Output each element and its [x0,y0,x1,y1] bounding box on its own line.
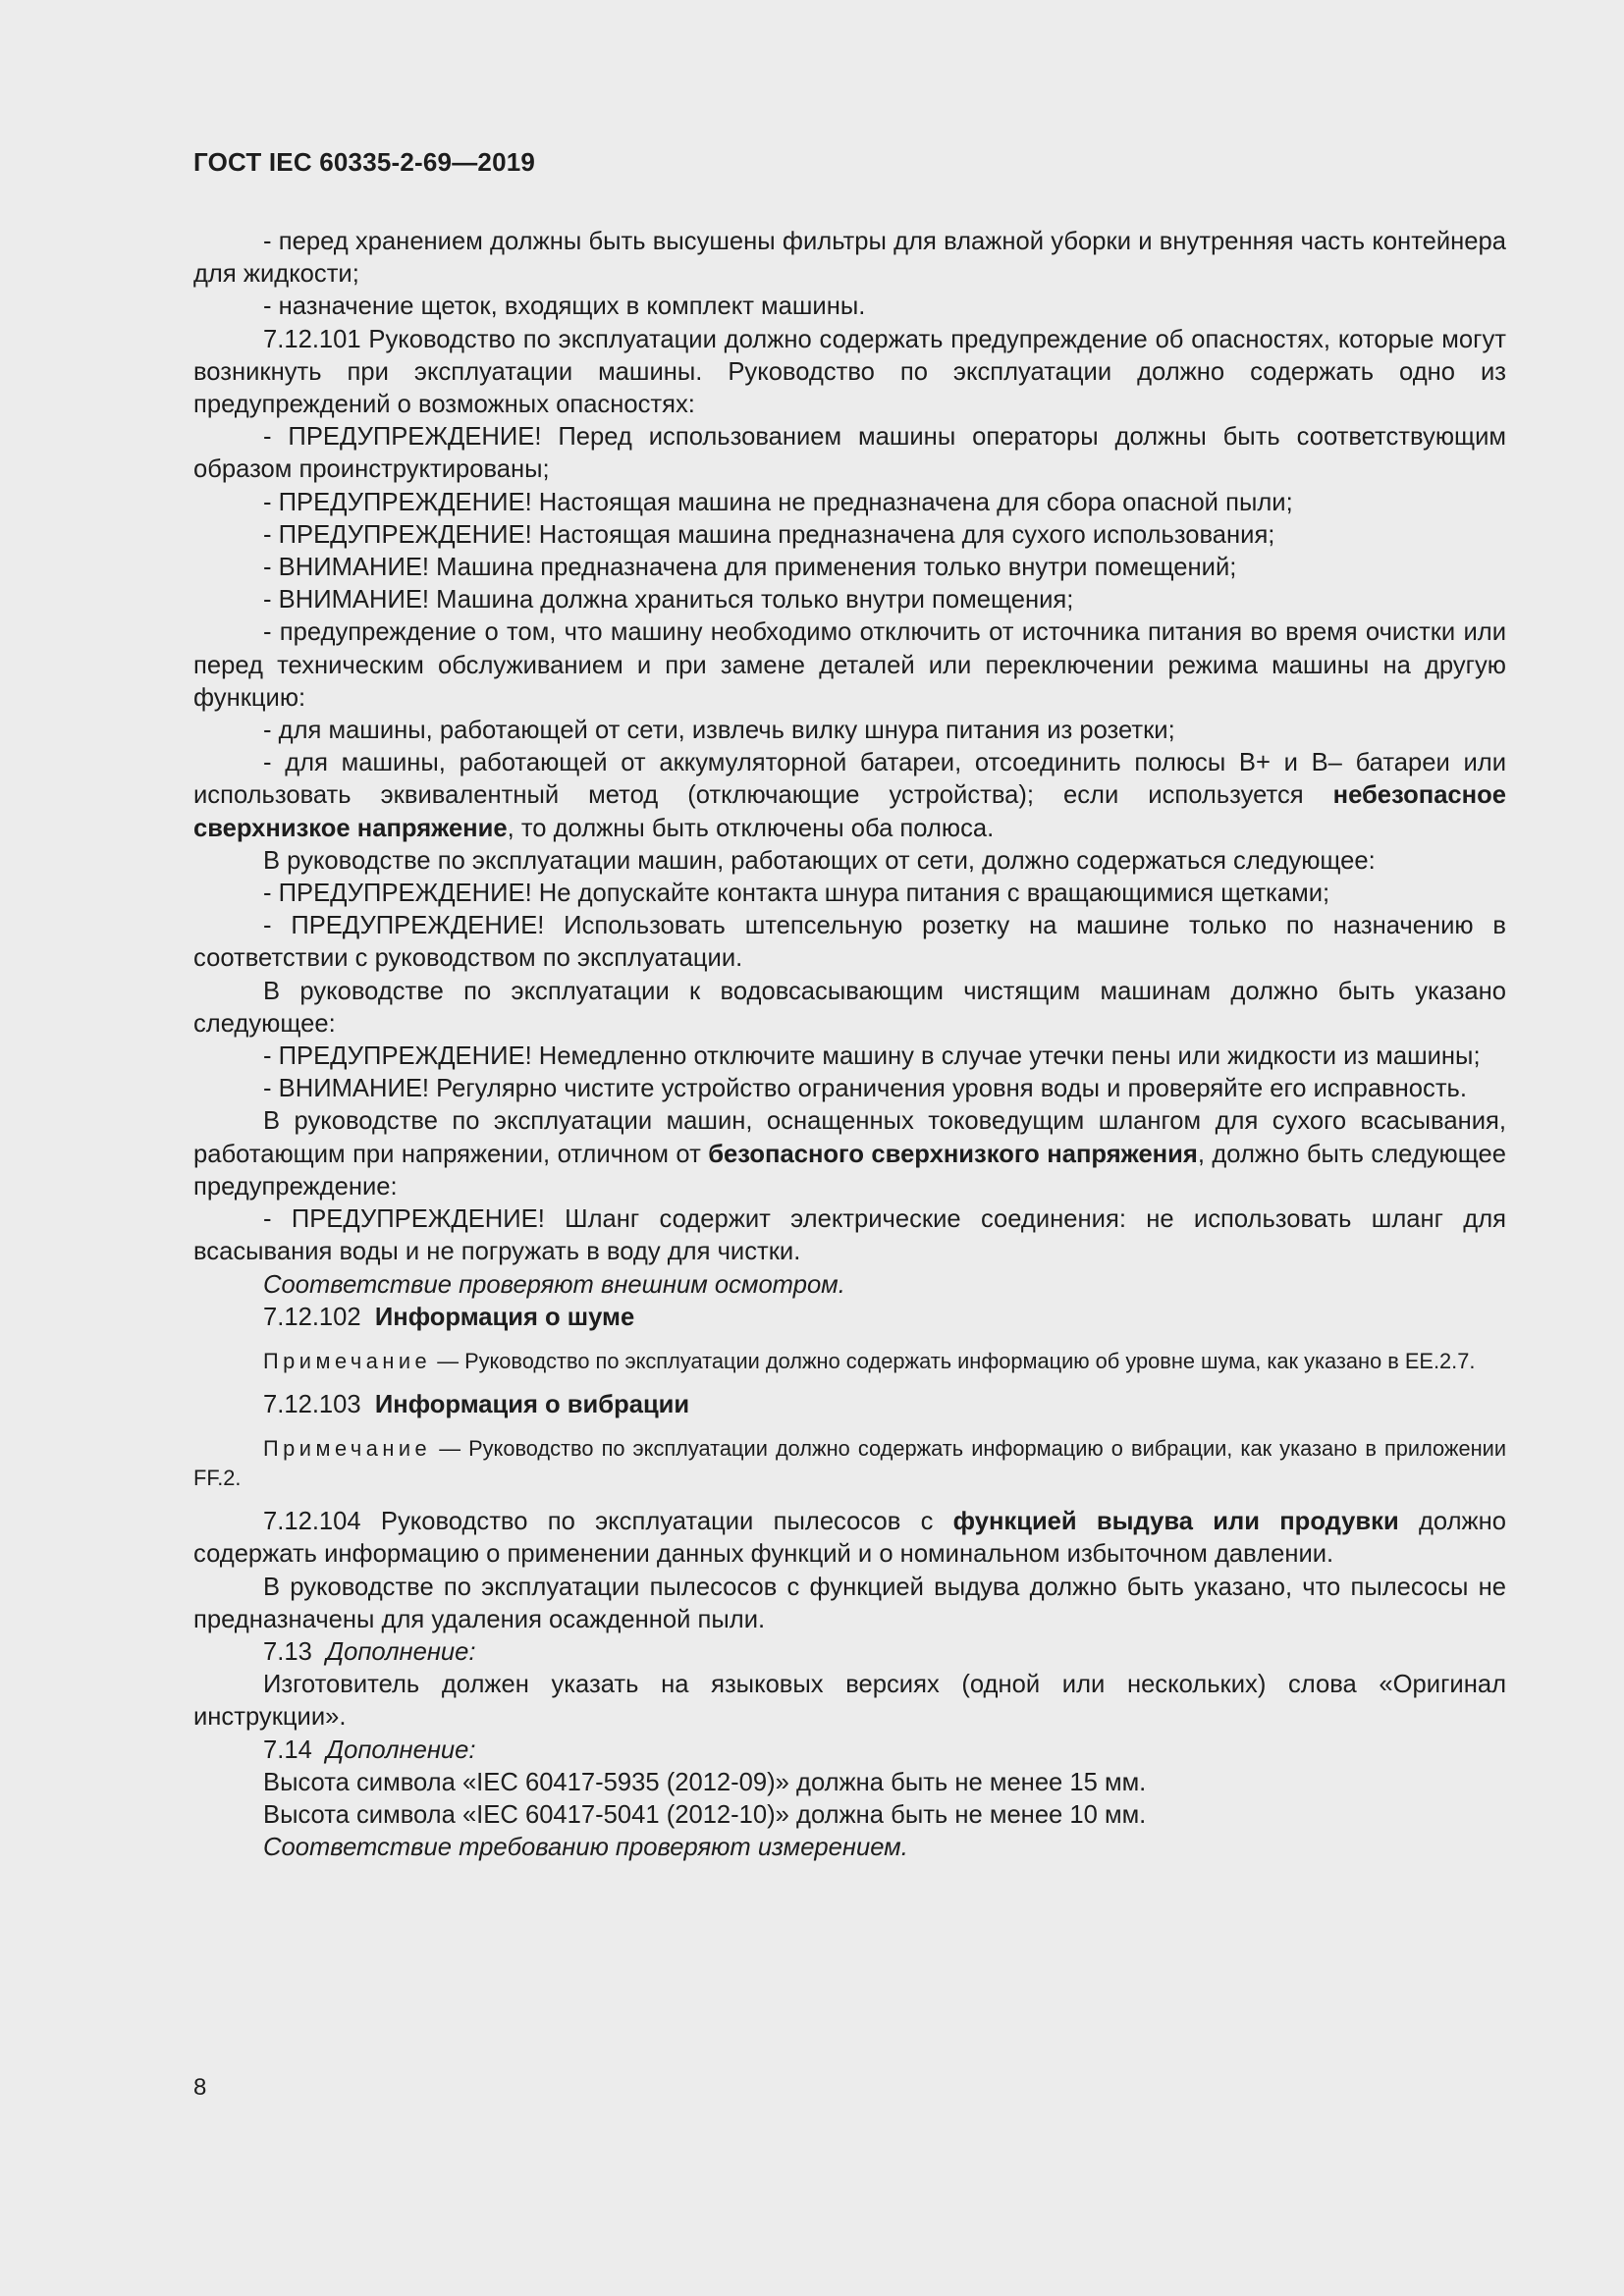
note-label: Примечание [263,1436,432,1462]
italic-text: Соответствие проверяют внешним осмотром. [263,1270,845,1299]
text-run: , должно быть следующее предупреждение: [193,1140,1506,1201]
section-heading [193,1389,1506,1421]
defined-term: функцией выдува или продувки [952,1508,1399,1536]
paragraph: В руководстве по эксплуатации пылесосов с функцией выдува должно быть указано, что пылесосы не предназначены для удаления осажденной пыли. [193,1573,1506,1633]
section-title: Дополнение: [326,1637,476,1666]
paragraph: - ПРЕДУПРЕЖДЕНИЕ! Настоящая машина не предназначена для сбора опасной пыли; [263,488,1293,516]
section-title: Информация о шуме [374,1303,635,1331]
paragraph [193,747,1506,845]
defined-term: безопасного сверхнизкого напряжения [708,1140,1198,1168]
section-heading [193,1302,1506,1334]
text-run: 7.12.104 Руководство по эксплуатации пылесосов с [263,1508,953,1536]
text-run: должно содержать информацию о применении данных функций и о номинальном избыточном давлении. [193,1508,1506,1569]
standard-header: ГОСТ IEC 60335-2-69—2019 [193,147,536,177]
paragraph: В руководстве по эксплуатации машин, работающих от сети, должно содержаться следующее: [263,846,1376,875]
paragraph: - ВНИМАНИЕ! Регулярно чистите устройство ограничения уровня воды и проверяйте его исправность. [263,1075,1467,1103]
paragraph: - для машины, работающей от сети, извлечь вилку шнура питания из розетки; [263,717,1175,745]
compliance-statement [193,1832,1506,1864]
text-run: , то должны быть отключены оба полюса. [507,814,995,842]
paragraph: - перед хранением должны быть высушены фильтры для влажной уборки и внутренняя часть контейнера для жидкости; [193,228,1506,289]
page-number: 8 [193,2074,207,2101]
note-text: — Руководство по эксплуатации должно содержать информацию о вибрации, как указано в приложении FF.2. [193,1436,1506,1491]
paragraph: - ПРЕДУПРЕЖДЕНИЕ! Немедленно отключите машину в случае утечки пены или жидкости из машины; [263,1042,1481,1071]
paragraph: 7.12.101 Руководство по эксплуатации должно содержать предупреждение об опасностях, которые могут возникнуть при эксплуатации машины. Руководство по эксплуатации должно содержать одно из предупреждений о возможных опасностях: [193,325,1506,419]
paragraph: Изготовитель должен указать на языковых версиях (одной или нескольких) слова «Оригинал инструкции». [193,1671,1506,1732]
note-text: — Руководство по эксплуатации должно содержать информацию об уровне шума, как указано в EE.2.7. [437,1348,1476,1373]
paragraph: - ПРЕДУПРЕЖДЕНИЕ! Перед использованием машины операторы должны быть соответствующим образом проинструктированы; [193,423,1506,484]
italic-text: Соответствие требованию проверяют измерением. [263,1834,908,1862]
paragraph: Высота символа «IEC 60417-5041 (2012-10)» должна быть не менее 10 мм. [263,1800,1147,1829]
note [193,1347,1506,1376]
paragraph: - ПРЕДУПРЕЖДЕНИЕ! Использовать штепсельную розетку на машине только по назначению в соответствии с руководством по эксплуатации. [193,912,1506,973]
text-run: В руководстве по эксплуатации машин, оснащенных токоведущим шлангом для сухого всасывания, работающим при напряжении, отличном от [193,1107,1506,1168]
section-number: 7.13 [263,1637,312,1666]
paragraph: - ВНИМАНИЕ! Машина должна храниться только внутри помещения; [263,586,1074,614]
section-title: Дополнение: [326,1735,476,1764]
defined-term: небезопасное сверхнизкое напряжение [193,781,1506,842]
paragraph: В руководстве по эксплуатации к водовсасывающим чистящим машинам должно быть указано следующее: [193,977,1506,1038]
paragraph: - ПРЕДУПРЕЖДЕНИЕ! Настоящая машина предназначена для сухого использования; [263,520,1275,549]
paragraph [193,1506,1506,1571]
compliance-statement [193,1269,1506,1302]
paragraph: - предупреждение о том, что машину необходимо отключить от источника питания во время очистки или перед техническим обслуживанием и при замене деталей или переключении режима машины на другую функцию: [193,618,1506,712]
paragraph: - ВНИМАНИЕ! Машина предназначена для применения только внутри помещений; [263,554,1237,582]
paragraph [193,1105,1506,1203]
section-heading [193,1636,1506,1669]
text-run: - для машины, работающей от аккумуляторной батареи, отсоединить полюсы B+ и B– батареи или использовать эквивалентный метод (отключающие устройства); если используется [193,749,1506,810]
paragraph: - назначение щеток, входящих в комплект машины. [263,293,866,321]
document-body [193,226,1506,1864]
section-number: 7.14 [263,1735,312,1764]
paragraph: - ПРЕДУПРЕЖДЕНИЕ! Не допускайте контакта шнура питания с вращающимися щетками; [263,880,1330,908]
note [193,1434,1506,1493]
section-title: Информация о вибрации [374,1390,690,1418]
section-heading [193,1735,1506,1767]
section-number: 7.12.103 [263,1390,361,1418]
paragraph: - ПРЕДУПРЕЖДЕНИЕ! Шланг содержит электрические соединения: не использовать шланг для всасывания воды и не погружать в воду для чистки. [193,1205,1506,1266]
note-label: Примечание [263,1348,432,1373]
paragraph: Высота символа «IEC 60417-5935 (2012-09)» должна быть не менее 15 мм. [263,1768,1147,1796]
section-number: 7.12.102 [263,1303,361,1331]
